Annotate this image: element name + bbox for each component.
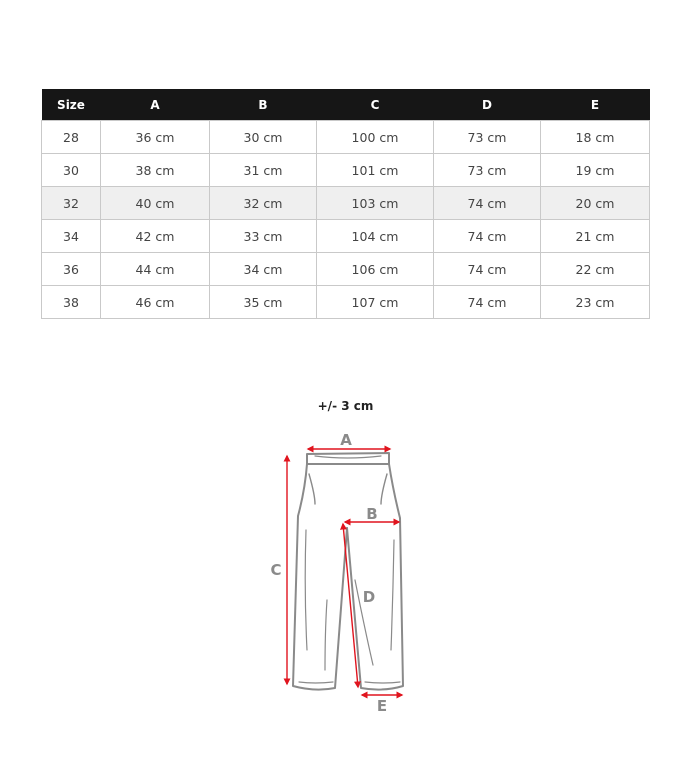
table-row — [42, 253, 650, 286]
cell-a: 42 cm — [101, 220, 210, 253]
cell-d: 73 cm — [434, 121, 541, 154]
cell-size: 36 — [42, 253, 101, 286]
cell-size: 32 — [42, 187, 101, 220]
cell-d: 74 cm — [434, 187, 541, 220]
cell-a: 40 cm — [101, 187, 210, 220]
cell-e: 19 cm — [541, 154, 650, 187]
cell-c: 101 cm — [317, 154, 434, 187]
cell-c: 104 cm — [317, 220, 434, 253]
cell-b: 31 cm — [210, 154, 317, 187]
label-e: E — [376, 697, 388, 715]
label-a: A — [340, 431, 352, 449]
cell-c: 100 cm — [317, 121, 434, 154]
pants-measurement-diagram — [255, 420, 435, 720]
cell-b: 30 cm — [210, 121, 317, 154]
cell-b: 35 cm — [210, 286, 317, 319]
cell-e: 23 cm — [541, 286, 650, 319]
measurement-tolerance: +/- 3 cm — [317, 399, 374, 413]
cell-a: 38 cm — [101, 154, 210, 187]
header-d: D — [434, 89, 541, 121]
header-b: B — [210, 89, 317, 121]
cell-d: 74 cm — [434, 286, 541, 319]
left-leg — [293, 464, 347, 690]
header-size: Size — [42, 89, 101, 121]
label-c: C — [270, 561, 282, 579]
arrow-d — [343, 524, 358, 687]
label-b: B — [366, 505, 378, 523]
cell-d: 73 cm — [434, 154, 541, 187]
cell-b: 34 cm — [210, 253, 317, 286]
table-header-row — [42, 89, 650, 121]
table-row — [42, 121, 650, 154]
header-e: E — [541, 89, 650, 121]
table-row — [42, 154, 650, 187]
label-d: D — [362, 588, 376, 606]
cell-a: 44 cm — [101, 253, 210, 286]
cell-c: 103 cm — [317, 187, 434, 220]
cell-a: 46 cm — [101, 286, 210, 319]
table-row — [42, 286, 650, 319]
cell-b: 33 cm — [210, 220, 317, 253]
cell-b: 32 cm — [210, 187, 317, 220]
cell-c: 106 cm — [317, 253, 434, 286]
header-c: C — [317, 89, 434, 121]
table-row — [42, 220, 650, 253]
header-a: A — [101, 89, 210, 121]
cell-size: 28 — [42, 121, 101, 154]
cell-e: 21 cm — [541, 220, 650, 253]
cell-size: 34 — [42, 220, 101, 253]
cell-c: 107 cm — [317, 286, 434, 319]
cell-e: 20 cm — [541, 187, 650, 220]
cell-a: 36 cm — [101, 121, 210, 154]
cell-size: 38 — [42, 286, 101, 319]
cell-e: 22 cm — [541, 253, 650, 286]
cell-e: 18 cm — [541, 121, 650, 154]
table-row-highlighted — [42, 187, 650, 220]
size-chart-table — [41, 89, 650, 319]
cell-size: 30 — [42, 154, 101, 187]
cell-d: 74 cm — [434, 220, 541, 253]
cell-d: 74 cm — [434, 253, 541, 286]
